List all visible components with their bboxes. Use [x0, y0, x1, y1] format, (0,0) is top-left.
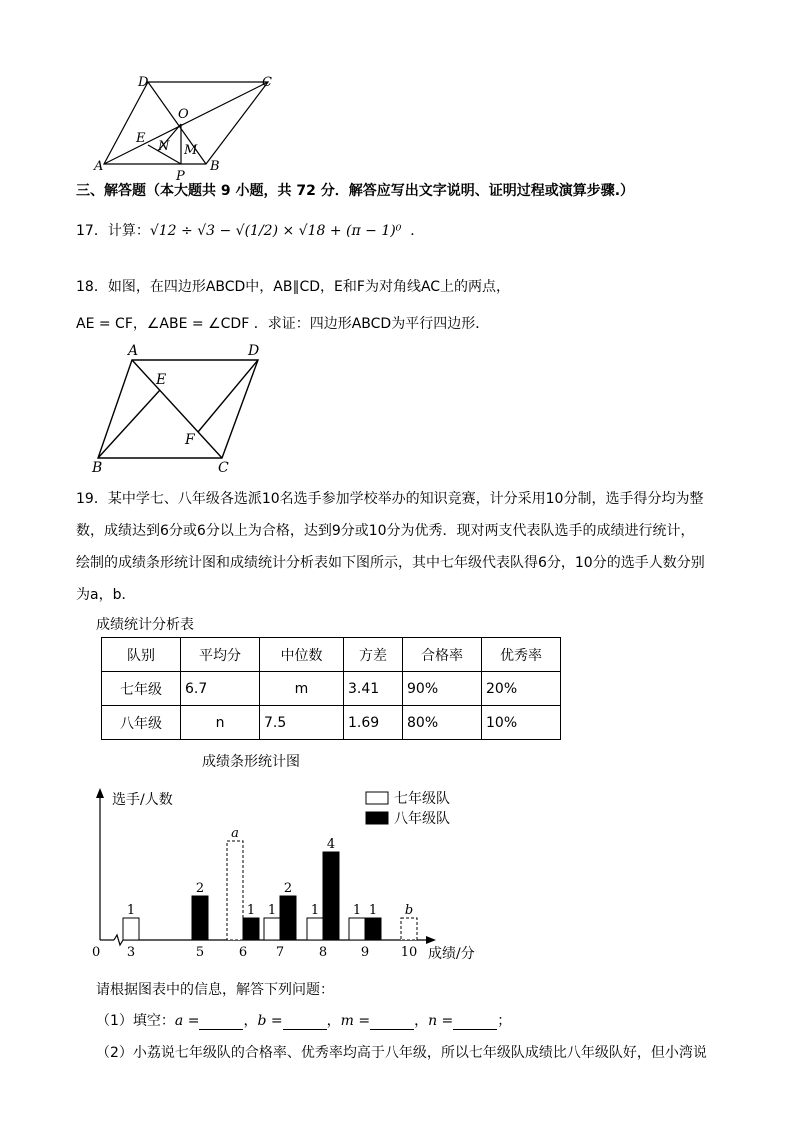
bar-value-label: 1 [126, 903, 136, 918]
x-tick-label: 3 [126, 945, 136, 960]
q18-line2: AE = CF，∠ABE = ∠CDF ．求证：四边形ABCD为平行四边形． [76, 316, 490, 332]
bar-value-label: 1 [267, 903, 277, 918]
table-cell: 20% [482, 672, 561, 706]
stats-table [101, 637, 561, 740]
bar-grade7-9 [349, 918, 365, 940]
legend-swatch-grade8 [366, 812, 388, 824]
q17-suffix: ． [410, 223, 425, 239]
bar-value-label: 4 [326, 837, 336, 852]
label-C: C [218, 460, 229, 475]
q19-sub2: （2）小荔说七年级队的合格率、优秀率均高于八年级，所以七年级队成绩比八年级队好，但小湾说 [96, 1045, 707, 1061]
table-cell: 7.5 [260, 706, 344, 740]
m-blank[interactable] [370, 1015, 414, 1030]
instruction-text: 请根据图表中的信息，解答下列问题： [96, 982, 334, 998]
table-cell: 3.41 [344, 672, 403, 706]
label-A: A [94, 159, 104, 174]
label-D: D [138, 75, 149, 90]
section-3-title: 三、解答题（本大题共 9 小题，共 72 分．解答应写出文字说明、证明过程或演算步骤.） [76, 183, 635, 199]
x-tick-label: 5 [195, 945, 205, 960]
legend [366, 790, 450, 827]
header-cell: 优秀率 [482, 638, 561, 672]
header-cell: 平均分 [181, 638, 260, 672]
label-P: P [176, 169, 185, 184]
sub1-end: ； [497, 1013, 512, 1029]
x-axis-label: 成绩/分 [428, 946, 475, 962]
m-label: m = [340, 1013, 371, 1029]
header-cell: 中位数 [260, 638, 344, 672]
parallelogram-figure-1 [88, 72, 288, 184]
table-cell: 10% [482, 706, 561, 740]
q19-sub1: （1）填空：a = ，b = ，m = ，n = ； [96, 1013, 512, 1029]
label-E: E [156, 372, 167, 388]
b-blank[interactable] [283, 1015, 327, 1030]
chart-title: 成绩条形统计图 [202, 754, 300, 770]
bar-grade7-7 [264, 918, 280, 940]
q19-line2: 数，成绩达到6分或6分以上为合格，达到9分或10分为优秀．现对两支代表队选手的成绩进行统计， [76, 523, 695, 539]
b-label: b = [257, 1013, 283, 1029]
label-D: D [248, 343, 260, 359]
legend-label-grade7: 七年级队 [394, 791, 450, 807]
bar-grade7-6 [227, 841, 243, 940]
bar-value-label: 2 [283, 881, 293, 896]
q17-expression: √12 ÷ √3 − √(1/2) × √18 + (π − 1)⁰ [149, 223, 402, 239]
header-cell: 合格率 [403, 638, 482, 672]
table-cell: 1.69 [344, 706, 403, 740]
bar-value-label: 1 [310, 903, 320, 918]
bar-chart [78, 782, 518, 967]
n-blank[interactable] [453, 1015, 497, 1030]
bar-value-label: 1 [368, 903, 378, 918]
bar-value-label: 1 [246, 903, 256, 918]
legend-label-grade8: 八年级队 [394, 811, 450, 827]
label-O: O [178, 107, 189, 122]
table-cell: 90% [403, 672, 482, 706]
table-header-row [102, 638, 561, 672]
x-tick-label: 7 [275, 945, 285, 960]
bar-grade7-3 [123, 918, 139, 940]
table-row [102, 706, 561, 740]
label-B: B [210, 159, 220, 174]
bar-grade8-8 [323, 852, 339, 940]
table-cell: 七年级 [102, 672, 181, 706]
origin-label: 0 [92, 945, 101, 960]
label-F: F [185, 432, 195, 448]
bar-grade8-7 [280, 896, 296, 940]
label-B: B [92, 460, 103, 475]
label-E: E [136, 131, 146, 146]
sub1-prefix: （1）填空： [96, 1013, 175, 1029]
label-A: A [128, 343, 139, 359]
table-cell: 八年级 [102, 706, 181, 740]
header-cell: 方差 [344, 638, 403, 672]
table-cell: n [181, 706, 260, 740]
table-cell: 6.7 [181, 672, 260, 706]
table-cell: m [260, 672, 344, 706]
q19-line4: 为a，b． [76, 587, 136, 603]
quadrilateral-figure-abcd [88, 340, 278, 475]
bar-value-label: b [404, 903, 414, 918]
bar-grade7-10 [401, 918, 417, 940]
bar-grade7-8 [307, 918, 323, 940]
x-tick-label: 8 [318, 945, 328, 960]
bar-value-label: 2 [195, 881, 205, 896]
q19-line3: 绘制的成绩条形统计图和成绩统计分析表如下图所示，其中七年级代表队得6分，10分的选手人数分别 [76, 555, 705, 571]
bar-grade8-9 [365, 918, 381, 940]
q18-line1: 18．如图，在四边形ABCD中，AB∥CD，E和F为对角线AC上的两点， [76, 279, 511, 295]
n-label: n = [428, 1013, 454, 1029]
q17-prefix: 17．计算： [76, 223, 150, 239]
header-cell: 队别 [102, 638, 181, 672]
x-tick-label: 10 [400, 945, 418, 960]
y-axis-label: 选手/人数 [112, 792, 173, 808]
label-M: M [184, 143, 198, 158]
table-title: 成绩统计分析表 [96, 617, 194, 633]
label-C: C [262, 75, 272, 90]
bar-grade8-5 [192, 896, 208, 940]
q17-text [76, 220, 424, 240]
table-row [102, 672, 561, 706]
q19-line1: 19．某中学七、八年级各选派10名选手参加学校举办的知识竞赛，计分采用10分制，选手得分均为整 [76, 491, 704, 507]
bar-value-label: 1 [352, 903, 362, 918]
x-tick-label: 9 [360, 945, 370, 960]
a-blank[interactable] [199, 1015, 243, 1030]
a-label: a = [174, 1013, 200, 1029]
label-N: N [158, 139, 170, 154]
bar-grade8-6 [243, 918, 259, 940]
x-tick-label: 6 [238, 945, 248, 960]
table-cell: 80% [403, 706, 482, 740]
bar-value-label: a [231, 826, 239, 841]
legend-swatch-grade7 [366, 792, 388, 804]
